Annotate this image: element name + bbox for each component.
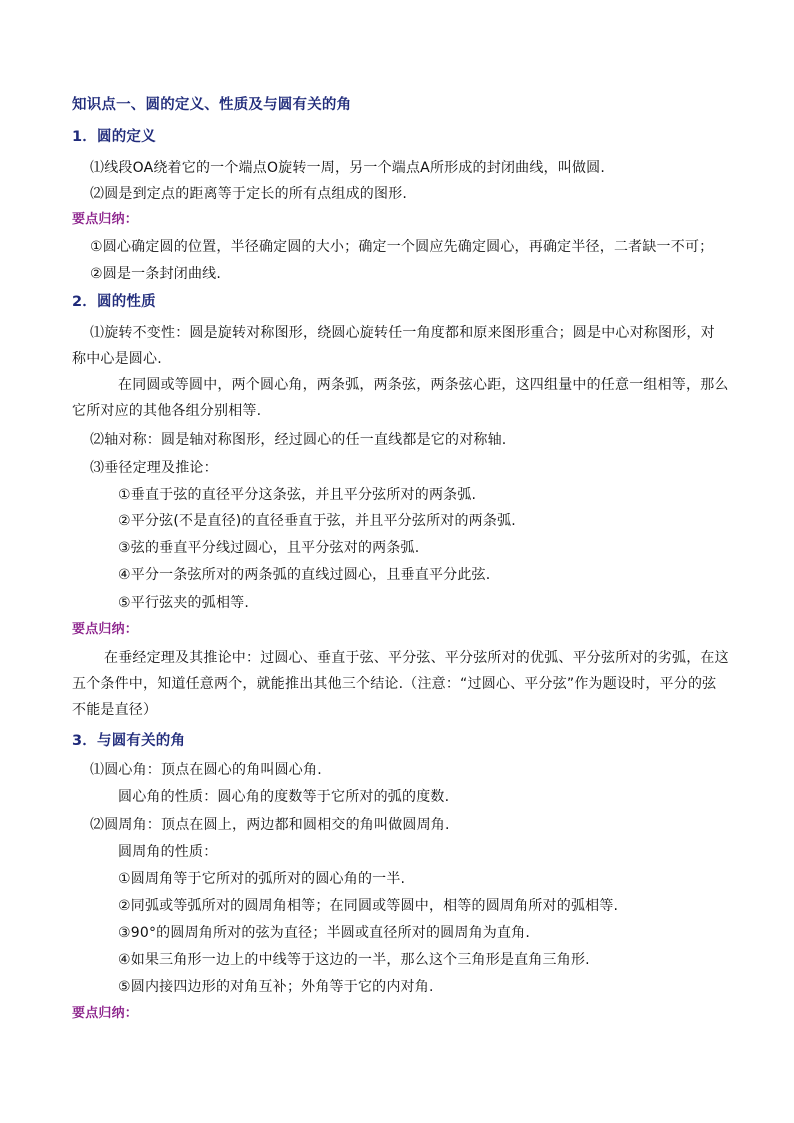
inscribed-item-3: ③90°的圆周角所对的弦为直径；半圆或直径所对的圆周角为直角. (118, 925, 531, 941)
inscribed-angle-definition: ⑵圆周角：顶点在圆上，两边都和圆相交的角叫做圆周角. (90, 817, 450, 833)
central-angle-property: 圆心角的性质：圆心角的度数等于它所对的弧的度数. (118, 789, 450, 805)
perpendicular-item-5: ⑤平行弦夹的弧相等. (118, 595, 250, 611)
rotation-invariance-line-2: 称中心是圆心. (72, 351, 162, 367)
central-angle-definition: ⑴圆心角：顶点在圆心的角叫圆心角. (90, 762, 322, 778)
heading-properties: 2．圆的性质 (72, 294, 156, 310)
perpendicular-item-3: ③弦的垂直平分线过圆心，且平分弦对的两条弧. (118, 540, 420, 556)
key-points-label-3: 要点归纳： (72, 1006, 139, 1021)
equal-circles-line-2: 它所对应的其他各组分别相等. (72, 403, 262, 419)
inscribed-angle-property-title: 圆周角的性质： (118, 844, 218, 860)
key-point-1: ①圆心确定圆的位置，半径确定圆的大小；确定一个圆应先确定圆心，再确定半径，二者缺一不可； (90, 239, 714, 255)
perpendicular-item-4: ④平分一条弦所对的两条弧的直线过圆心，且垂直平分此弦. (118, 567, 491, 583)
key-points-paragraph-line-1: 在垂经定理及其推论中：过圆心、垂直于弦、平分弦、平分弦所对的优弧、平分弦所对的劣弧，在这 (104, 650, 729, 666)
inscribed-item-2: ②同弧或等弧所对的圆周角相等；在同圆或等圆中，相等的圆周角所对的弧相等. (118, 898, 619, 914)
perpendicular-item-1: ①垂直于弦的直径平分这条弦，并且平分弦所对的两条弧. (118, 487, 477, 503)
heading-definition: 1．圆的定义 (72, 129, 156, 145)
key-points-label-2: 要点归纳： (72, 622, 139, 637)
key-points-paragraph-line-3: 不能是直径） (72, 702, 158, 718)
section-title: 知识点一、圆的定义、性质及与圆有关的角 (72, 97, 352, 113)
definition-item-2: ⑵圆是到定点的距离等于定长的所有点组成的图形. (90, 186, 408, 202)
key-point-2: ②圆是一条封闭曲线. (90, 266, 222, 282)
axis-symmetry: ⑵轴对称：圆是轴对称图形，经过圆心的任一直线都是它的对称轴. (90, 432, 507, 448)
rotation-invariance-line-1: ⑴旋转不变性：圆是旋转对称图形，绕圆心旋转任一角度都和原来图形重合；圆是中心对称图形，对 (90, 325, 715, 341)
perpendicular-diameter-title: ⑶垂径定理及推论： (90, 460, 218, 476)
inscribed-item-1: ①圆周角等于它所对的弧所对的圆心角的一半. (118, 871, 406, 887)
perpendicular-item-2: ②平分弦(不是直径)的直径垂直于弦，并且平分弦所对的两条弧. (118, 513, 516, 529)
heading-related-angles: 3．与圆有关的角 (72, 733, 186, 749)
equal-circles-line-1: 在同圆或等圆中，两个圆心角，两条弧，两条弦，两条弦心距，这四组量中的任意一组相等，那么 (118, 377, 729, 393)
key-points-paragraph-line-2: 五个条件中，知道任意两个，就能推出其他三个结论.（注意：“过圆心、平分弦”作为题设时，平分的弦 (72, 676, 717, 692)
key-points-label-1: 要点归纳： (72, 212, 139, 227)
definition-item-1: ⑴线段OA绕着它的一个端点O旋转一周，另一个端点A所形成的封闭曲线，叫做圆. (90, 160, 605, 176)
inscribed-item-4: ④如果三角形一边上的中线等于这边的一半，那么这个三角形是直角三角形. (118, 952, 590, 968)
inscribed-item-5: ⑤圆内接四边形的对角互补；外角等于它的内对角. (118, 979, 434, 995)
